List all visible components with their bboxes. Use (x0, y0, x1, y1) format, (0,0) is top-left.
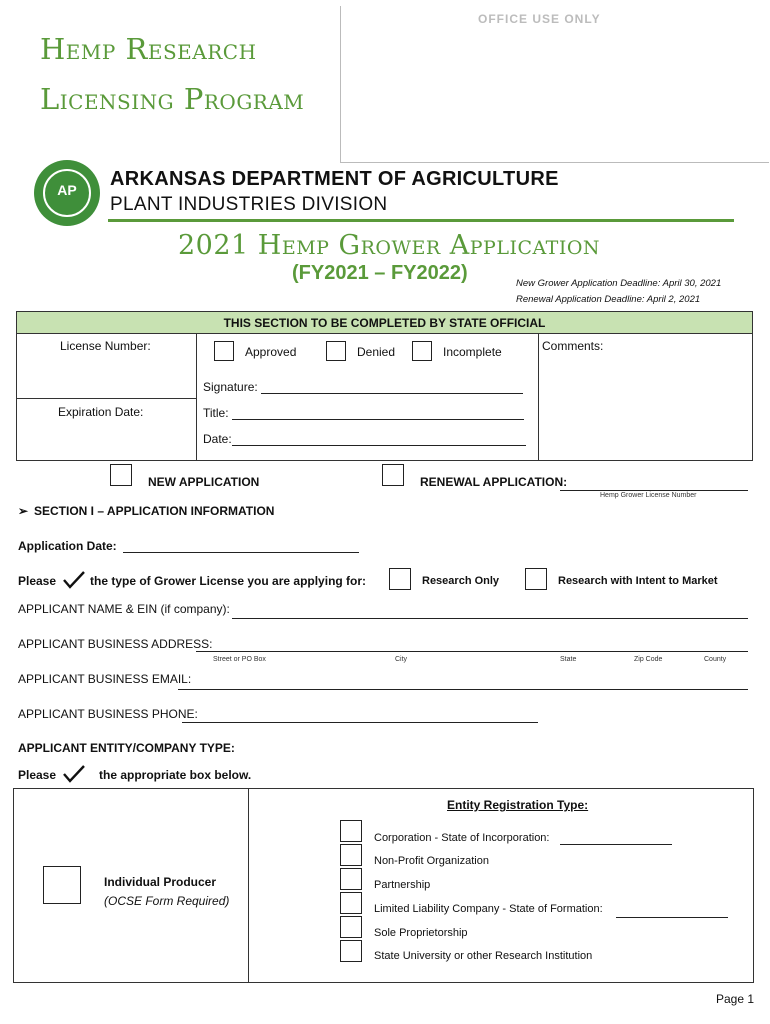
partnership-label: Partnership (374, 879, 431, 891)
individual-producer-label: Individual Producer (104, 875, 217, 889)
expiration-date-label: Expiration Date: (58, 405, 144, 419)
approved-label: Approved (245, 345, 297, 359)
incomplete-label: Incomplete (443, 345, 502, 359)
signature-label: Signature: (203, 380, 258, 394)
approved-checkbox[interactable] (214, 341, 234, 361)
department-seal-logo: AP (34, 160, 100, 226)
program-title-line1: Hemp Research (40, 32, 257, 66)
corporation-label: Corporation - State of Incorporation: (374, 832, 550, 844)
entity-registration-heading: Entity Registration Type: (447, 798, 589, 812)
business-email-line[interactable] (178, 688, 748, 690)
ocse-note: (OCSE Form Required) (104, 894, 230, 908)
denied-label: Denied (357, 345, 396, 359)
corporation-checkbox[interactable] (340, 820, 362, 842)
application-date-line[interactable] (123, 551, 359, 553)
page-number: Page 1 (716, 992, 755, 1006)
date-line[interactable] (232, 444, 526, 446)
license-number-caption: Hemp Grower License Number (600, 492, 697, 499)
incomplete-checkbox[interactable] (412, 341, 432, 361)
application-title: 2021 Hemp Grower Application (178, 230, 601, 261)
section-title: SECTION I – APPLICATION INFORMATION (34, 504, 275, 518)
program-title-line2: Licensing Program (40, 82, 305, 116)
new-application-label: NEW APPLICATION (148, 475, 260, 489)
sole-proprietorship-checkbox[interactable] (340, 916, 362, 938)
comments-label: Comments: (542, 339, 604, 353)
renewal-application-label: RENEWAL APPLICATION: (420, 475, 568, 489)
application-date-label: Application Date: (18, 539, 117, 553)
applicant-name-line[interactable] (232, 617, 748, 619)
title-line[interactable] (232, 418, 524, 420)
entity-type-heading: APPLICANT ENTITY/COMPANY TYPE: (18, 741, 235, 755)
department-name: ARKANSAS DEPARTMENT OF AGRICULTURE (110, 168, 559, 190)
business-phone-line[interactable] (182, 721, 538, 723)
state-section-heading: THIS SECTION TO BE COMPLETED BY STATE OFFICIAL (17, 312, 752, 334)
address-city-caption: City (395, 656, 408, 663)
individual-producer-checkbox[interactable] (43, 866, 81, 904)
checkmark-icon (62, 570, 86, 590)
business-email-label: APPLICANT BUSINESS EMAIL: (18, 672, 192, 686)
renewal-application-checkbox[interactable] (382, 464, 404, 486)
university-label: State University or other Research Institution (374, 950, 593, 962)
office-use-label: OFFICE USE ONLY (478, 12, 601, 26)
state-official-section (16, 311, 753, 461)
address-zip-caption: Zip Code (634, 656, 663, 663)
fiscal-years: (FY2021 – FY2022) (292, 262, 468, 284)
address-street-caption: Street or PO Box (213, 656, 266, 663)
llc-label: Limited Liability Company - State of Formation: (374, 903, 603, 915)
llc-checkbox[interactable] (340, 892, 362, 914)
business-phone-label: APPLICANT BUSINESS PHONE: (18, 707, 198, 721)
division-name: PLANT INDUSTRIES DIVISION (110, 194, 388, 215)
research-only-label: Research Only (422, 575, 500, 587)
renewal-deadline: Renewal Application Deadline: April 2, 2021 (516, 294, 701, 305)
box-prompt: the appropriate box below. (99, 768, 252, 782)
non-profit-checkbox[interactable] (340, 844, 362, 866)
date-label: Date: (203, 432, 232, 446)
formation-state-line[interactable] (616, 916, 728, 918)
signature-line[interactable] (261, 392, 523, 394)
research-market-checkbox[interactable] (525, 568, 547, 590)
university-checkbox[interactable] (340, 940, 362, 962)
incorporation-state-line[interactable] (560, 843, 672, 845)
applicant-name-label: APPLICANT NAME & EIN (if company): (18, 602, 230, 616)
sole-proprietorship-label: Sole Proprietorship (374, 927, 468, 939)
section-bullet-icon: ➢ (18, 504, 29, 518)
research-market-label: Research with Intent to Market (558, 575, 718, 587)
new-application-checkbox[interactable] (110, 464, 132, 486)
checkmark-icon-2 (62, 764, 86, 784)
license-number-label: License Number: (60, 339, 151, 353)
title-label: Title: (203, 406, 229, 420)
office-use-box (340, 6, 769, 163)
new-deadline: New Grower Application Deadline: April 30, 2021 (516, 278, 722, 289)
business-address-label: APPLICANT BUSINESS ADDRESS: (18, 637, 213, 651)
please-label: Please (18, 574, 57, 588)
research-only-checkbox[interactable] (389, 568, 411, 590)
partnership-checkbox[interactable] (340, 868, 362, 890)
grower-type-prompt: the type of Grower License you are applying for: (90, 574, 367, 588)
address-state-caption: State (560, 656, 577, 663)
business-address-line[interactable] (196, 650, 748, 652)
please-label-2: Please (18, 768, 57, 782)
non-profit-label: Non-Profit Organization (374, 855, 489, 867)
address-county-caption: County (704, 656, 727, 663)
denied-checkbox[interactable] (326, 341, 346, 361)
header-divider (108, 219, 734, 222)
renewal-license-line[interactable] (560, 489, 748, 491)
